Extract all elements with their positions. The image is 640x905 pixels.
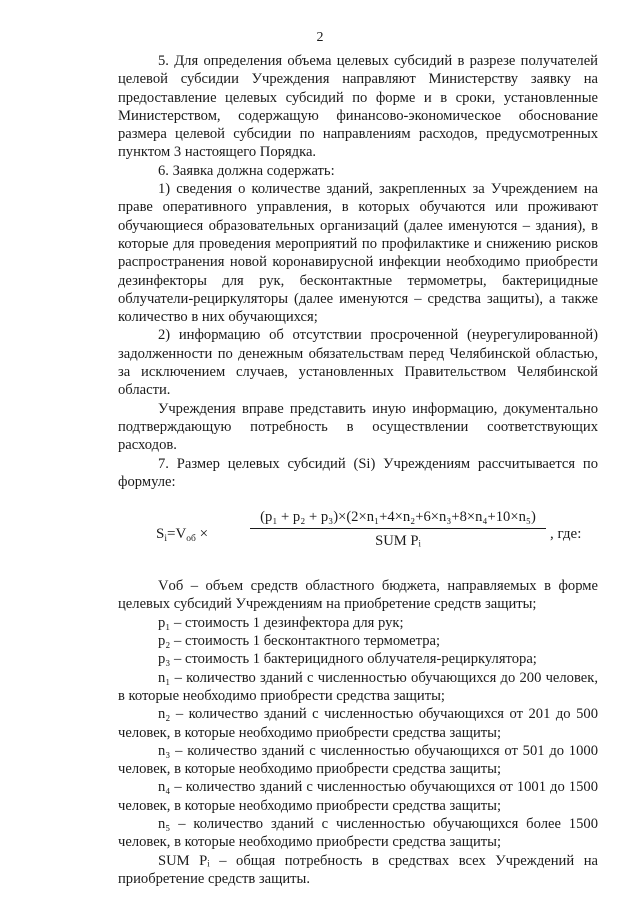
definition-p3: p₃ – стоимость 1 бактерицидного облучателя-рециркулятора; [158,651,537,668]
paragraph-6-extra: Учреждения вправе представить иную информацию, документально подтверждающую потребность в осуществлении соответствующих расходов. [118,400,598,454]
paragraph-6-item-2: 2) информацию об отсутствии просроченной (неурегулированной) задолженности по денежным обязательствам перед Челябинской областью, за исключением случаев, установленных Правительством Челябинской области. [118,327,598,399]
definition-n2: n₂ – количество зданий с численностью обучающихся от 201 до 500 человек, в которые необходимо приобрести средства защиты; [118,706,598,741]
document-body [118,52,598,888]
formula-s: S [156,526,165,543]
paragraph-5: 5. Для определения объема целевых субсидий в разрезе получателей целевой субсидии Учреждения направляют Министерству заявку на предоставление целевых субсидий по форме и в сроки, установленные Министерством, содержащую финансово-экономическое обоснование размера целевой субсидии по направлениям расходов, предусмотренных пунктом 3 настоящего Порядка. [118,53,598,161]
definition-n1: n₁ – количество зданий с численностью обучающихся до 200 человек, в которые необходимо приобрести средства защиты; [118,669,598,704]
formula-fraction [250,508,546,551]
formula-v-subscript: об [186,534,196,545]
formula-denominator: SUM Pᵢ [375,533,421,550]
paragraph-7: 7. Размер целевых субсидий (Si) Учреждениям рассчитывается по формуле: [118,455,598,490]
definition-vob: Vоб – объем средств областного бюджета, направляемых в форме целевых субсидий Учреждениям на приобретение средств защиты; [118,578,598,613]
page-number: 2 [316,30,324,45]
formula-equals-v: =V [166,526,187,543]
definition-n4: n₄ – количество зданий с численностью обучающихся от 1001 до 1500 человек, в которые необходимо приобрести средства защиты; [118,779,598,814]
paragraph-6-item-1: 1) сведения о количестве зданий, закрепленных за Учреждением на праве оперативного управления, в которых обучаются или проживают обучающиеся образовательных организаций (далее именуются – здания), в которые для проведения мероприятий по профилактике и снижению рисков распространения новой коронавирусной инфекции необходимо приобрести дезинфекторы для рук, бесконтактные термометры, бактерицидные облучатели-рециркуляторы (далее именуются – средства защиты), а также количество в них обучающихся; [118,181,598,326]
formula-s-subscript: i [164,534,167,545]
definition-n5: n₅ – количество зданий с численностью обучающихся более 1500 человек, в которые необходимо приобрести средства защиты; [118,815,598,851]
definition-sum: SUM Pᵢ – общая потребность в средствах всех Учреждений на приобретение средств защиты. [118,852,598,887]
formula-lhs [156,525,208,543]
formula-numerator: (p₁ + p₂ + p₃)×(2×n₁+4×n₂+6×n₃+8×n₄+10×n₅) [250,508,546,529]
definition-n3: n₃ – количество зданий с численностью обучающихся от 501 до 1000 человек, в которые необходимо приобрести средства защиты; [118,742,598,778]
formula-times: × [195,526,209,543]
paragraph-6: 6. Заявка должна содержать: [158,162,335,179]
formula-suffix: , где: [550,526,582,543]
definition-p1: p₁ – стоимость 1 дезинфектора для рук; [158,614,404,631]
definition-p2: p₂ – стоимость 1 бесконтактного термометра; [158,633,441,650]
formula [118,505,598,561]
